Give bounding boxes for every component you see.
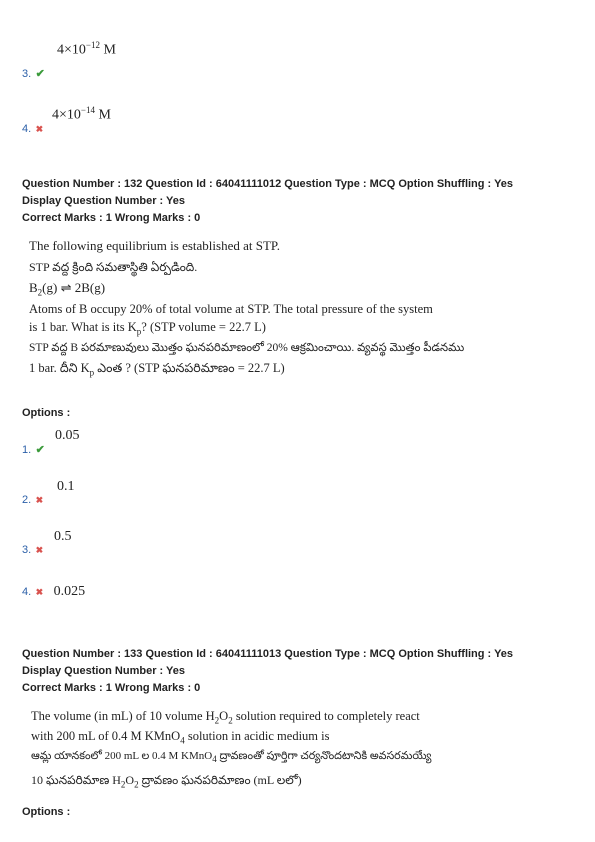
q133-header-line3: Correct Marks : 1 Wrong Marks : 0 bbox=[22, 682, 201, 694]
option-number: 4. bbox=[22, 586, 32, 598]
q132-option-4-text: 0.025 bbox=[53, 584, 86, 599]
q133-line1: The volume (in mL) of 10 volume $H_2O_2$ solution required to completely react bbox=[31, 709, 420, 726]
q133-line4: 10 ఘనపరిమాణ $H_2O_2$ ద్రావణం ఘనపరిమాణం (mL లలో) bbox=[31, 773, 302, 790]
q132-option-3 bbox=[22, 540, 43, 558]
q132-line4: Atoms of B occupy 20% of total volume at STP. The total pressure of the system bbox=[29, 302, 433, 316]
check-icon: ✔ bbox=[35, 444, 45, 456]
q132-equation: $B_2(g)$ ⇌ 2B(g) bbox=[29, 280, 106, 298]
q132-option-2 bbox=[22, 490, 43, 508]
q133-line3: ఆమ్ల యానకంలో 200 mL ల 0.4 M KMnO$_4$ ద్రావణంతో పూర్తిగా చర్యనొందటానికి అవసరమయ్యే bbox=[31, 750, 432, 765]
q133-line2: with 200 mL of 0.4 M KMnO$_4$ solution in acidic medium is bbox=[31, 729, 330, 746]
q132-line1: The following equilibrium is established at STP. bbox=[29, 238, 280, 253]
q132-option-1 bbox=[22, 440, 45, 458]
check-icon: ✔ bbox=[35, 68, 45, 80]
cross-icon: ✖ bbox=[35, 587, 44, 597]
q132-header-line2: Display Question Number : Yes bbox=[22, 195, 186, 207]
q132-options-label: Options : bbox=[22, 407, 71, 419]
q132-line7: 1 bar. దీని $K_p$ ఎంత ? (STP ఘనపరిమాణం = 22.7 L) bbox=[29, 361, 285, 378]
q132-option-4 bbox=[22, 582, 85, 600]
option-number: 3. bbox=[22, 68, 32, 80]
q132-header-line1: Question Number : 132 Question Id : 64041111012 Question Type : MCQ Option Shuffling : Yes bbox=[22, 178, 514, 190]
cross-icon: ✖ bbox=[35, 495, 44, 505]
cross-icon: ✖ bbox=[35, 545, 44, 555]
q133-header-line1: Question Number : 133 Question Id : 64041111013 Question Type : MCQ Option Shuffling : Yes bbox=[22, 648, 514, 660]
prev-option-4-text: $4\times 10^{-14}$ M bbox=[52, 105, 111, 123]
q132-line5: is 1 bar. What is its $K_p$? (STP volume = 22.7 L) bbox=[29, 320, 266, 337]
q133-options-label: Options : bbox=[22, 806, 71, 818]
q132-line2: STP వద్ద క్రింది సమతాస్థితి ఏర్పడింది. bbox=[29, 260, 198, 274]
q133-question-body bbox=[31, 708, 461, 792]
option-number: 2. bbox=[22, 494, 32, 506]
q132-option-2-text: 0.1 bbox=[57, 479, 75, 494]
q132-header-line3: Correct Marks : 1 Wrong Marks : 0 bbox=[22, 212, 201, 224]
q132-line6: STP వద్ద B పరమాణువులు మొత్తం ఘనపరిమాణంలో 20% ఆక్రమించాయి. వ్యవస్థ మొత్తం పీడనము bbox=[29, 342, 465, 354]
cross-icon: ✖ bbox=[35, 124, 44, 134]
q132-question-body bbox=[29, 238, 469, 380]
prev-option-3-text: $4\times 10^{-12}$ M bbox=[57, 40, 116, 58]
prev-option-3 bbox=[22, 64, 45, 82]
q132-option-3-text: 0.5 bbox=[54, 529, 72, 544]
q132-option-1-text: 0.05 bbox=[55, 428, 80, 443]
option-number: 1. bbox=[22, 444, 32, 456]
q133-header-line2: Display Question Number : Yes bbox=[22, 665, 186, 677]
option-number: 4. bbox=[22, 123, 32, 135]
option-number: 3. bbox=[22, 544, 32, 556]
prev-option-4 bbox=[22, 119, 43, 137]
